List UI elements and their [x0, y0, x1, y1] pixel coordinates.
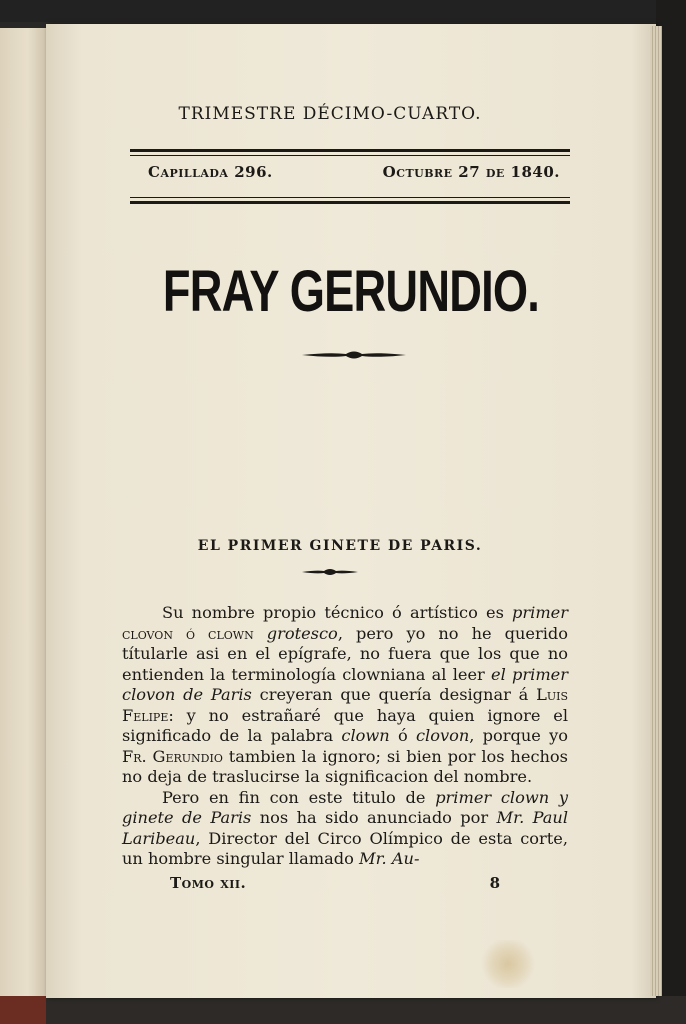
italic-run: grotesco — [266, 623, 338, 643]
header-rule-top-thin — [130, 155, 570, 156]
issue-line — [148, 163, 560, 181]
text-run: ó — [389, 726, 416, 745]
facing-page-edge — [0, 28, 47, 1000]
text-run: , porque yo — [469, 726, 569, 745]
masthead-title: FRAY GERUNDIO. — [162, 259, 540, 324]
smallcaps-run: Fr. Gerundio — [122, 746, 223, 766]
smallcaps-run: clovon ó clown — [122, 623, 254, 643]
title-ornament — [300, 566, 360, 578]
text-run: Su nombre propio técnico ó artístico es — [162, 603, 513, 622]
header-rule-bottom-thin — [130, 197, 570, 198]
italic-run: el primer clovon de Paris — [122, 664, 568, 704]
issue-date: Octubre 27 de 1840. — [382, 163, 560, 181]
signature-mark: 8 — [489, 874, 500, 892]
header-rule-bottom-thick — [130, 201, 570, 204]
article-title: EL PRIMER GINETE DE PARIS. — [197, 538, 483, 554]
smallcaps-run: Luis Felipe — [122, 685, 568, 725]
text-run: tambien la ignoro; si bien por los hechos no deja de traslucirse la significacion del nombre. — [122, 746, 568, 786]
article-body — [122, 603, 568, 870]
series-heading: TRIMESTRE DÉCIMO-CUARTO. — [178, 104, 482, 124]
page-footer — [170, 874, 500, 892]
italic-run: clown — [341, 726, 390, 745]
text-run: creyeran que quería designar á — [251, 685, 537, 704]
italic-run: clovon — [415, 726, 470, 745]
paragraph-1 — [122, 603, 568, 788]
italic-run: primer — [512, 603, 568, 622]
text-run: , pero yo no he querido títularle asi en el epígrafe, no fuera que los que no entienden la terminología clowniana al leer — [122, 623, 569, 684]
volume-label: Tomo xii. — [170, 874, 247, 892]
scan-top-edge — [0, 0, 686, 22]
header-rule-top-thick — [130, 149, 570, 152]
text-run: , Director del Circo Olímpico de esta corte, un hombre singular llamado — [122, 828, 568, 868]
text-run: : y no estrañaré que haya quien ignore el significado de la palabra — [122, 705, 568, 745]
italic-run: Mr. Au- — [359, 849, 420, 868]
italic-run: primer clown y ginete de Paris — [122, 787, 568, 827]
italic-run: Mr. Paul Laribeau — [122, 808, 569, 848]
book-spine — [0, 996, 46, 1024]
book-binding — [0, 996, 686, 1024]
text-run — [254, 624, 267, 643]
paragraph-2 — [122, 788, 568, 870]
masthead-ornament — [300, 346, 408, 364]
page-stack-edge — [650, 26, 662, 996]
paper-stain — [478, 940, 538, 988]
text-run: nos ha sido anunciado por — [251, 808, 497, 827]
issue-number: Capillada 296. — [148, 163, 273, 181]
text-run: Pero en fin con este titulo de — [162, 787, 436, 807]
